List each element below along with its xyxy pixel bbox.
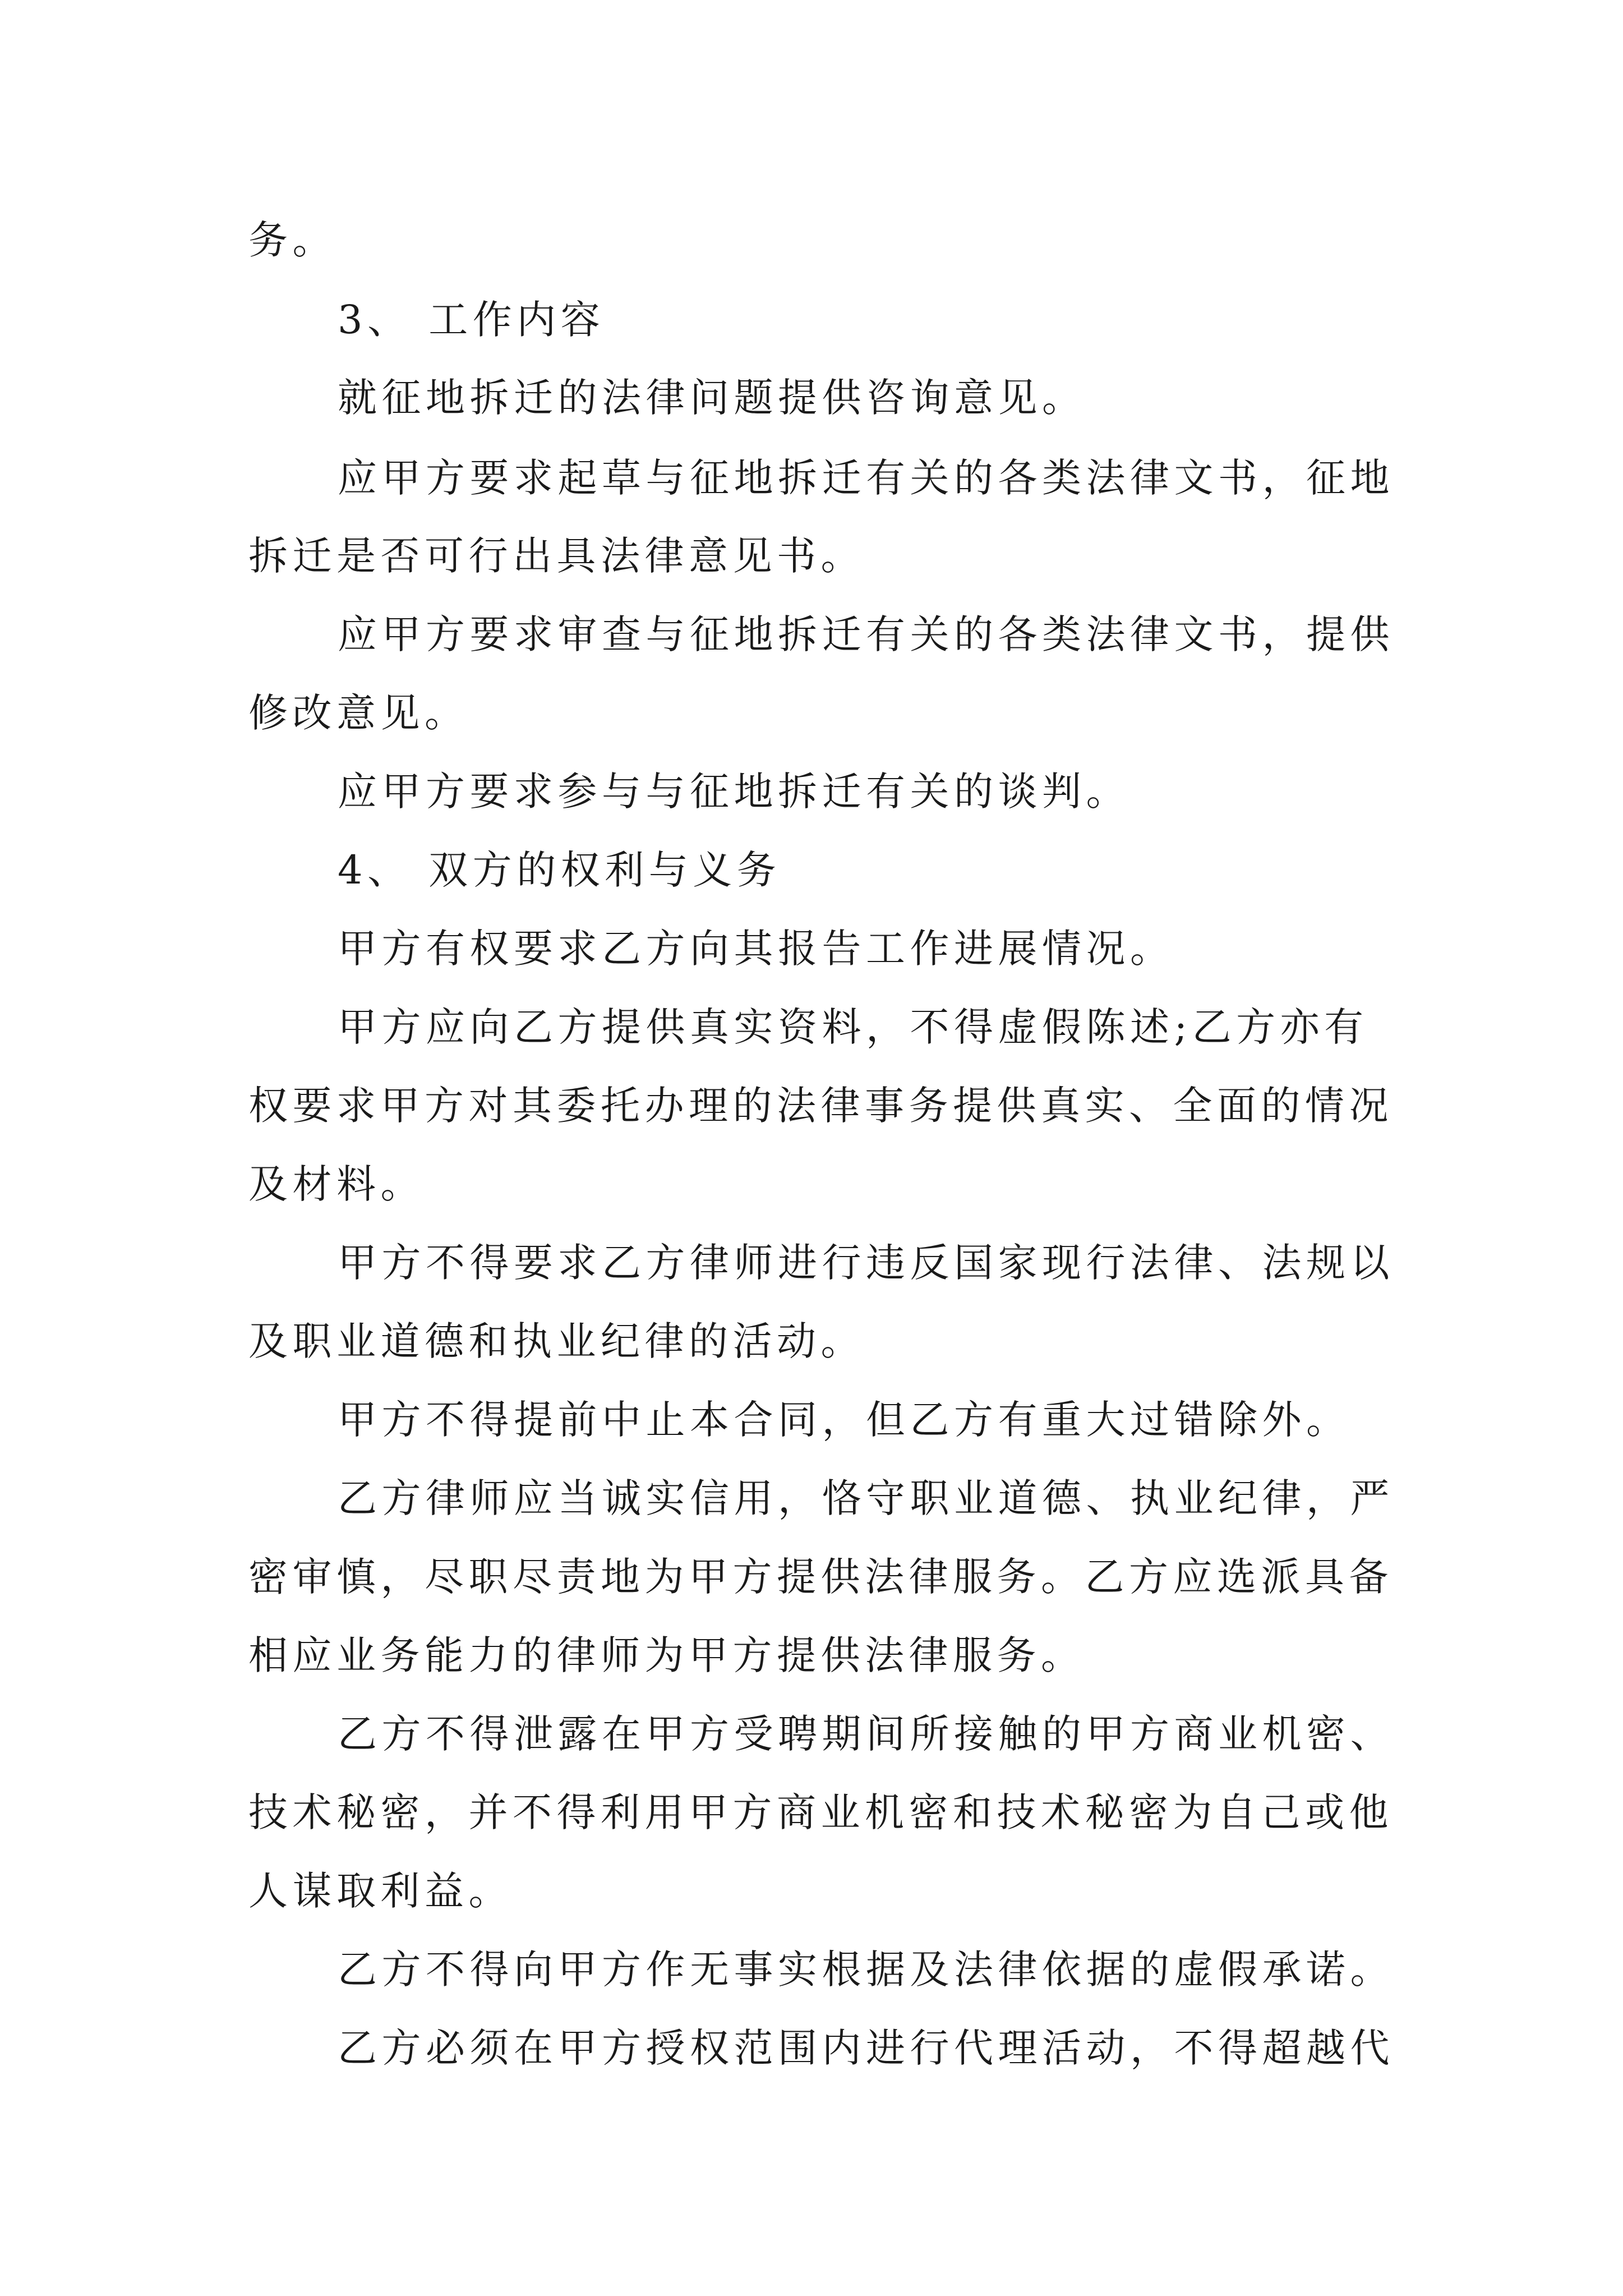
section-heading-4: 4、 双方的权利与义务 — [338, 847, 781, 893]
text-line: 甲方有权要求乙方向其报告工作进展情况。 — [338, 926, 1174, 972]
text-line: 务。 — [248, 217, 336, 263]
text-line: 应甲方要求审查与征地拆迁有关的各类法律文书，提供 — [338, 611, 1394, 657]
text-line: 及职业道德和执业纪律的活动。 — [248, 1318, 865, 1364]
text-line: 甲方不得要求乙方律师进行违反国家现行法律、法规以 — [338, 1240, 1394, 1286]
text-line: 甲方不得提前中止本合同，但乙方有重大过错除外。 — [338, 1397, 1350, 1443]
text-line: 乙方律师应当诚实信用，恪守职业道德、执业纪律，严 — [338, 1475, 1394, 1521]
text-line: 密审慎，尽职尽责地为甲方提供法律服务。乙方应选派具备 — [248, 1554, 1393, 1600]
section-heading-3: 3、 工作内容 — [338, 297, 605, 343]
text-line: 乙方必须在甲方授权范围内进行代理活动，不得超越代 — [338, 2025, 1394, 2071]
text-line: 乙方不得泄露在甲方受聘期间所接触的甲方商业机密、 — [338, 1711, 1394, 1757]
text-line: 人谋取利益。 — [248, 1868, 513, 1914]
text-line: 应甲方要求参与与征地拆迁有关的谈判。 — [338, 769, 1130, 815]
text-line: 就征地拆迁的法律问题提供咨询意见。 — [338, 375, 1086, 421]
text-line: 权要求甲方对其委托办理的法律事务提供真实、全面的情况 — [248, 1083, 1393, 1129]
text-line: 及材料。 — [248, 1161, 425, 1207]
text-line: 乙方不得向甲方作无事实根据及法律依据的虚假承诺。 — [338, 1947, 1394, 1993]
text-line: 拆迁是否可行出具法律意见书。 — [248, 533, 865, 579]
text-line: 应甲方要求起草与征地拆迁有关的各类法律文书，征地 — [338, 455, 1394, 501]
text-line: 相应业务能力的律师为甲方提供法律服务。 — [248, 1632, 1085, 1678]
text-line: 技术秘密，并不得利用甲方商业机密和技术秘密为自己或他 — [248, 1789, 1393, 1835]
text-line: 甲方应向乙方提供真实资料，不得虚假陈述;乙方亦有 — [338, 1004, 1368, 1050]
text-line: 修改意见。 — [248, 690, 469, 736]
